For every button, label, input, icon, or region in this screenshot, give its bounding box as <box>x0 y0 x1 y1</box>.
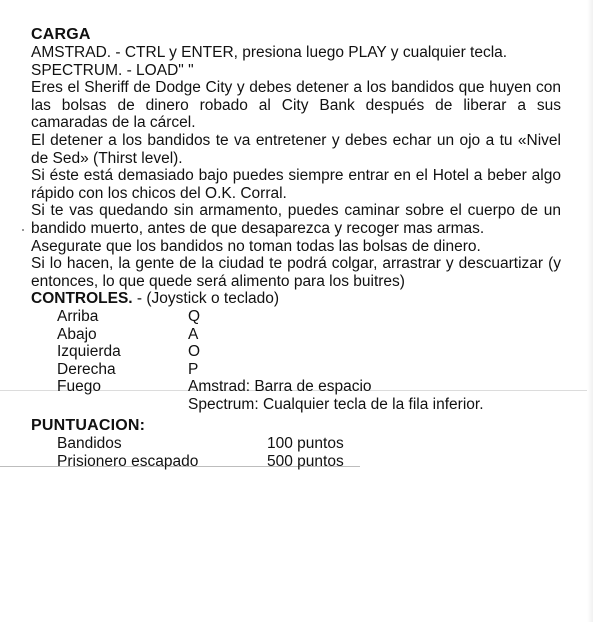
score-points: 500 puntos <box>267 453 344 471</box>
paragraph: Si te vas quedando sin armamento, puedes caminar sobre el cuerpo de un bandido muerto, antes de que desaparezca y recoger mas armas. <box>31 202 561 237</box>
paragraph: El detener a los bandidos te va entretener y debes echar un ojo a tu «Nivel de Sed» (Thirst level). <box>31 131 561 167</box>
control-action: Izquierda <box>57 343 121 361</box>
carga-heading: CARGA <box>31 26 91 43</box>
carga-spectrum-line: SPECTRUM. - LOAD" " <box>31 61 194 79</box>
score-label: Prisionero escapado <box>57 453 199 471</box>
carga-amstrad-line: AMSTRAD. - CTRL y ENTER, presiona luego PLAY y cualquier tecla. <box>31 44 508 61</box>
paper-edge-shadow <box>587 0 593 622</box>
control-action: Fuego <box>57 378 101 396</box>
score-table <box>31 435 561 470</box>
paragraph: Asegurate que los bandidos no toman todas las bolsas de dinero. <box>31 237 481 255</box>
instructions-document <box>31 26 561 471</box>
score-label: Bandidos <box>57 435 122 453</box>
print-speck <box>22 229 24 231</box>
paragraph: Eres el Sheriff de Dodge City y debes detener a los bandidos que huyen con las bolsas de dinero robado al City Bank después de liberar a sus camaradas de la cárcel. <box>31 79 561 132</box>
puntuacion-heading: PUNTUACION: <box>31 417 146 435</box>
control-action: Derecha <box>57 360 116 378</box>
control-key: P <box>188 360 199 378</box>
controles-subtitle: - (Joystick o teclado) <box>132 290 280 308</box>
score-points: 100 puntos <box>267 435 344 453</box>
control-key: Q <box>188 307 201 325</box>
controles-heading <box>31 290 561 308</box>
control-key: Amstrad: Barra de espacio <box>188 378 372 396</box>
control-key: Spectrum: Cualquier tecla de la fila inferior. <box>188 395 484 413</box>
paragraph: Si lo hacen, la gente de la ciudad te podrá colgar, arrastrar y descuartizar (y entonces, lo que quede será alimento para los buitres) <box>31 255 561 290</box>
control-action: Abajo <box>57 325 97 343</box>
controls-table <box>31 308 561 414</box>
control-action <box>31 396 188 414</box>
control-key: A <box>188 325 199 343</box>
paragraph: Si éste está demasiado bajo puedes siempre entrar en el Hotel a beber algo rápido con los chicos del O.K. Corral. <box>31 167 561 202</box>
control-action: Arriba <box>57 307 99 325</box>
controles-title: CONTROLES. <box>31 290 133 308</box>
control-key: O <box>188 343 201 361</box>
